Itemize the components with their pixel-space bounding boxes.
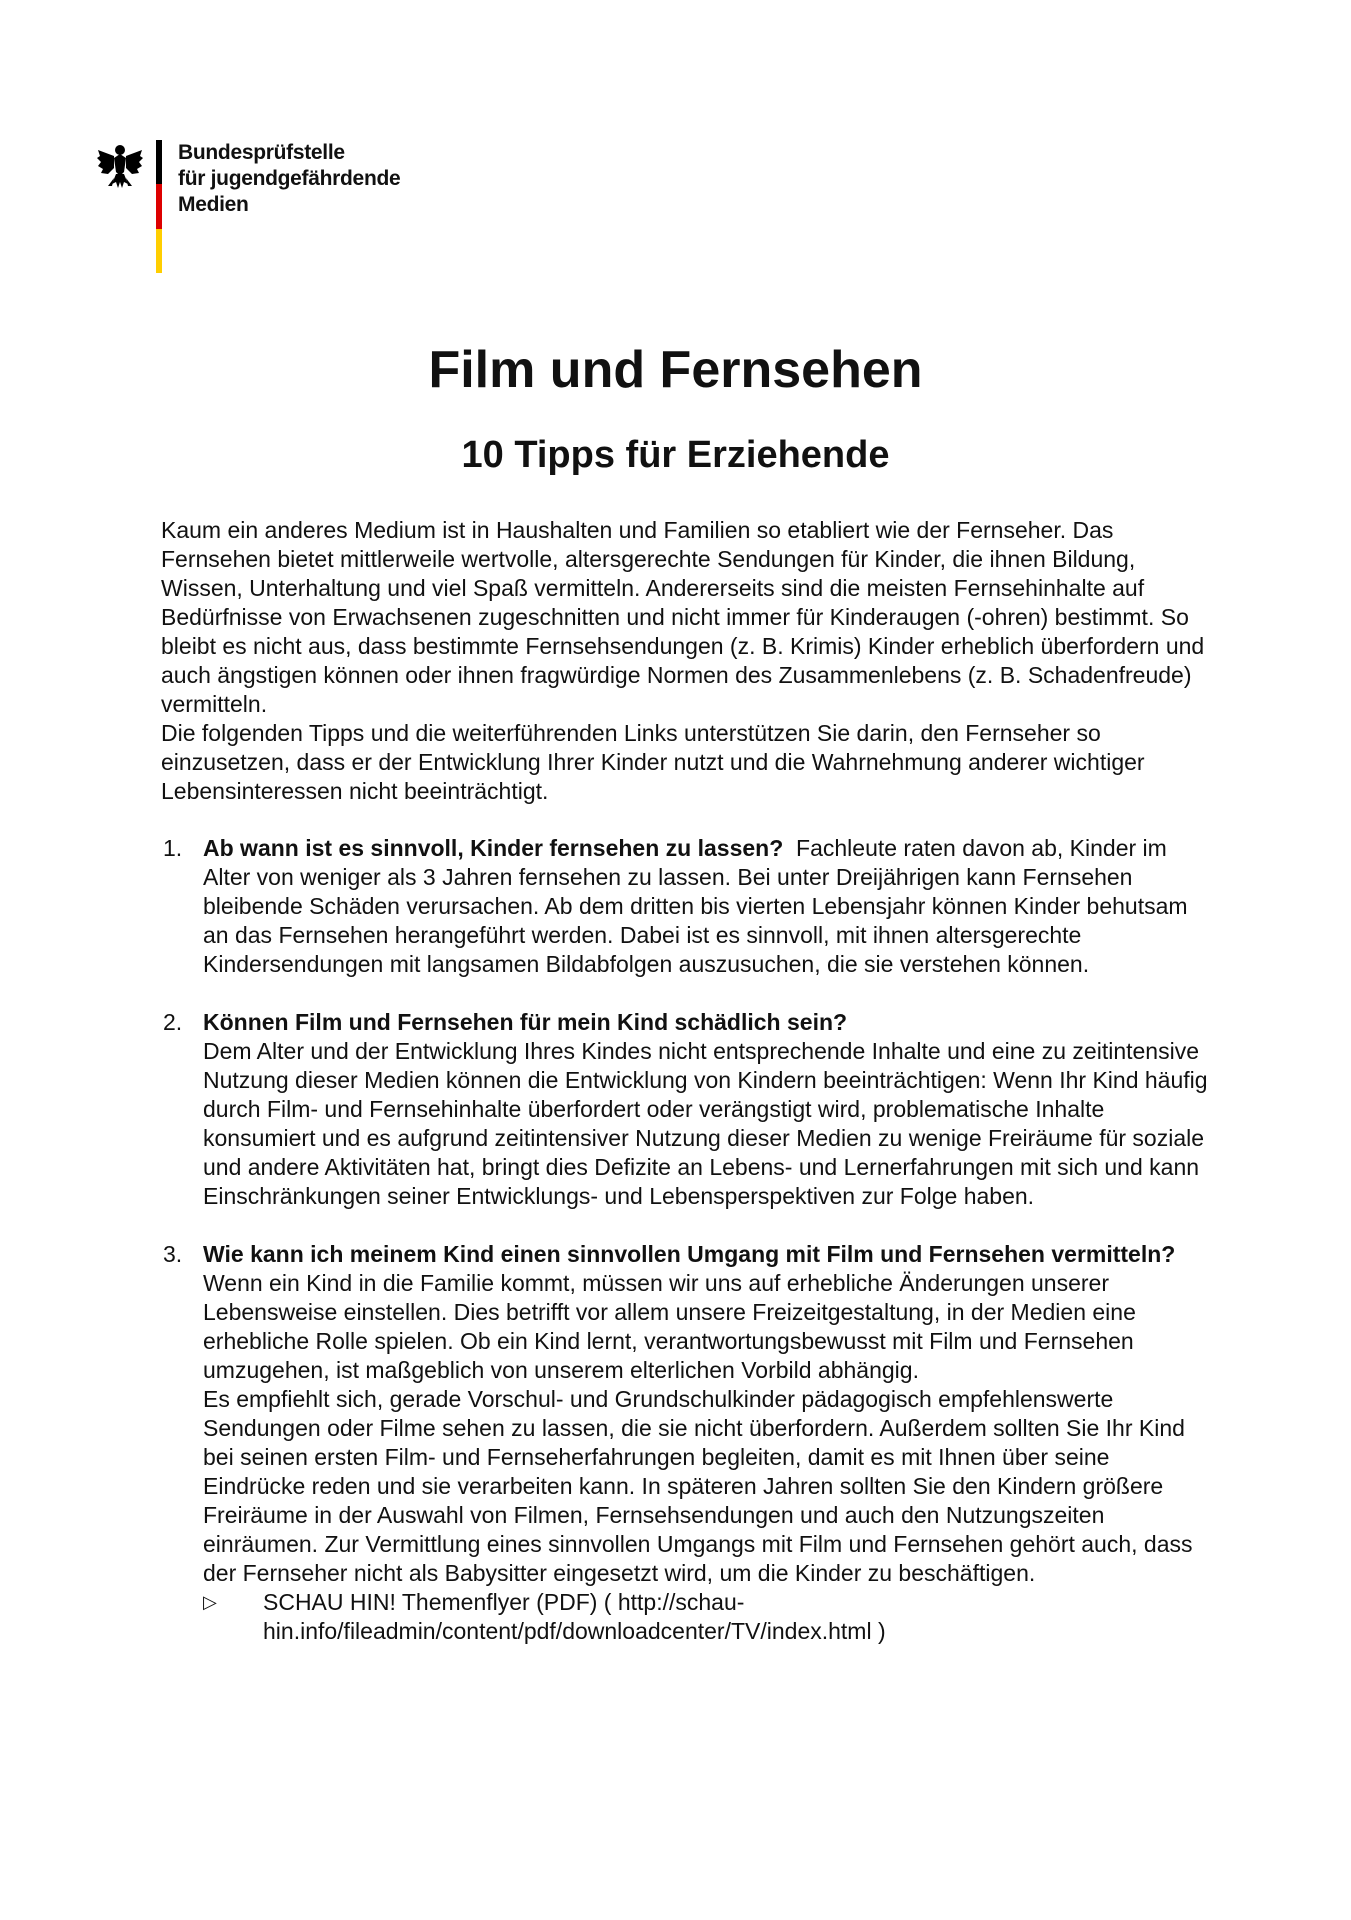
tip-number: 1. [163, 835, 183, 861]
org-name-line: Bundesprüfstelle [178, 141, 345, 164]
resource-link[interactable] [203, 1588, 1211, 1646]
organization-name [178, 140, 400, 218]
intro-paragraph: Kaum ein anderes Medium ist in Haushalten und Familien so etabliert wie der Fernseher. Das Fernsehen bietet mittlerweile wertvolle, altersgerechte Sendungen für Kinder, die ihnen Bildung, Wissen, Unterhaltung und viel Spaß vermitteln. Andererseits sind die meisten Fernsehinhalte auf Bedürfnisse von Erwachsenen zugeschnitten und nicht immer für Kinderaugen (-ohren) bestimmt. So bleibt es nicht aus, dass bestimmte Fernsehsendungen (z. B. Krimis) Kinder erheblich überfordern und auch ängstigen können oder ihnen fragwürdige Normen des Zusammenlebens (z. B. Schadenfreude) vermitteln. [161, 517, 1205, 717]
org-name-line: für jugendgefährdende [178, 167, 401, 190]
tip-body [203, 834, 1211, 979]
tip-number: 2. [163, 1009, 183, 1035]
triangle-bullet-icon: ▷ [203, 1592, 217, 1612]
federal-eagle-icon [96, 142, 144, 194]
intro-section [161, 516, 1211, 806]
tip-question: Ab wann ist es sinnvoll, Kinder fernsehen zu lassen? [203, 835, 784, 861]
org-name-line: Medien [178, 193, 249, 216]
tip-question: Können Film und Fernsehen für mein Kind schädlich sein? [203, 1009, 848, 1035]
intro-paragraph: Die folgenden Tipps und die weiterführenden Links unterstützen Sie darin, den Fernseher so einzusetzen, dass er der Entwicklung Ihrer Kinder nutzt und die Wahrnehmung anderer wichtiger Lebensinteressen nicht beeinträchtigt. [161, 720, 1145, 804]
tip-number: 3. [163, 1241, 183, 1267]
resource-link-text[interactable]: SCHAU HIN! Themenflyer (PDF) ( http://schau-hin.info/fileadmin/content/pdf/downloadcenter/TV/index.html ) [263, 1589, 886, 1644]
page-subtitle: 10 Tipps für Erziehende [461, 434, 890, 476]
page-title: Film und Fernsehen [428, 341, 923, 399]
tip-item [161, 1008, 1211, 1211]
tip-text: Wenn ein Kind in die Familie kommt, müssen wir uns auf erhebliche Änderungen unserer Lebensweise einstellen. Dies betrifft vor allem unsere Freizeitgestaltung, in der Medien eine erhebliche Rolle spielen. Ob ein Kind lernt, verantwortungsbewusst mit Film und Fernsehen umzugehen, ist maßgeblich von unserem elterlichen Vorbild abhängig. [203, 1270, 1136, 1383]
flag-stripe [156, 140, 162, 273]
tips-list [161, 834, 1211, 1675]
tip-text: Es empfiehlt sich, gerade Vorschul- und Grundschulkinder pädagogisch empfehlenswerte Sendungen oder Filme sehen zu lassen, die sie nicht überfordern. Außerdem sollten Sie Ihr Kind bei seinen ersten Film- und Fernseherfahrungen begleiten, damit es mit Ihnen über seine Eindrücke reden und sie verarbeiten kann. In späteren Jahren sollten Sie den Kindern größere Freiräume in der Auswahl von Filmen, Fernsehsendungen und auch den Nutzungszeiten einräumen. Zur Vermittlung eines sinnvollen Umgangs mit Film und Fernsehen gehört auch, dass der Fernseher nicht als Babysitter eingesetzt wird, um die Kinder zu beschäftigen. [203, 1386, 1193, 1586]
tip-item [161, 834, 1211, 979]
tip-item [161, 1240, 1211, 1646]
tip-text: Dem Alter und der Entwicklung Ihres Kindes nicht entsprechende Inhalte und eine zu zeitintensive Nutzung dieser Medien können die Entwicklung von Kindern beeinträchtigen: Wenn Ihr Kind häufig durch Film- und Fernsehinhalte überfordert oder verängstigt wird, problematische Inhalte konsumiert und es aufgrund zeitintensiver Nutzung dieser Medien zu wenige Freiräume für soziale und andere Aktivitäten hat, bringt dies Defizite an Lebens- und Lernerfahrungen mit sich und kann Einschränkungen seiner Entwicklungs- und Lebensperspektiven zur Folge haben. [203, 1038, 1208, 1209]
tip-question: Wie kann ich meinem Kind einen sinnvollen Umgang mit Film und Fernsehen vermitteln? [203, 1241, 1176, 1267]
header-logo [92, 140, 412, 275]
tip-text: Fachleute raten davon ab, Kinder im Alter von weniger als 3 Jahren fernsehen zu lassen. Bei unter Dreijährigen kann Fernsehen bleibende Schäden verursachen. Ab dem dritten bis vierten Lebensjahr können Kinder behutsam an das Fernsehen herangeführt werden. Dabei ist es sinnvoll, mit ihnen altersgerechte Kindersendungen mit langsamen Bildabfolgen auszusuchen, die sie verstehen können. [203, 835, 1188, 977]
